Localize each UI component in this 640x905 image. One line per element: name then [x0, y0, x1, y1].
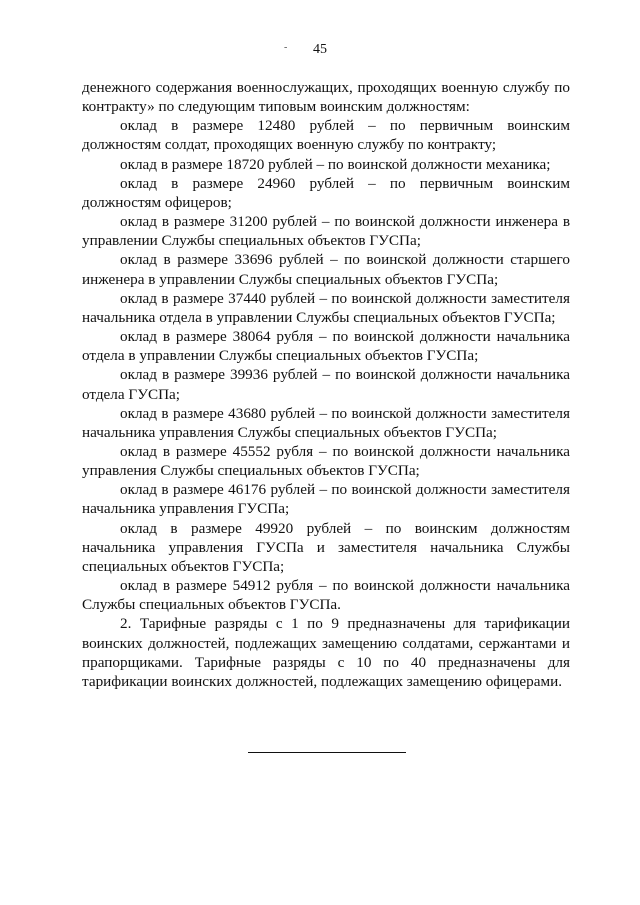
- paragraph: оклад в размере 45552 рубля – по воинской должности начальника управления Службы специальных объектов ГУСПа;: [82, 442, 570, 480]
- paragraph: денежного содержания военнослужащих, проходящих военную службу по контракту» по следующим типовым воинским должностям:: [82, 79, 570, 116]
- paragraph: оклад в размере 46176 рублей – по воинской должности заместителя начальника управления ГУСПа;: [82, 481, 570, 518]
- paragraph: оклад в размере 54912 рубля – по воинской должности начальника Службы специальных объектов ГУСПа.: [82, 577, 570, 614]
- margin-mark: -: [284, 42, 288, 53]
- paragraph: оклад в размере 39936 рублей – по воинской должности начальника отдела ГУСПа;: [82, 366, 570, 403]
- paragraph: оклад в размере 12480 рублей – по первичным воинским должностям солдат, проходящих военную службу по контракту;: [82, 117, 570, 154]
- paragraph: оклад в размере 37440 рублей – по воинской должности заместителя начальника отдела в управлении Службы специальных объектов ГУСПа;: [82, 289, 570, 326]
- paragraph: оклад в размере 33696 рублей – по воинской должности старшего инженера в управлении Службы специальных объектов ГУСПа;: [82, 251, 570, 288]
- paragraph: оклад в размере 24960 рублей – по первичным воинским должностям офицеров;: [82, 174, 570, 211]
- paragraph: оклад в размере 38064 рубля – по воинской должности начальника отдела в управлении Службы специальных объектов ГУСПа;: [82, 328, 570, 365]
- paragraph: оклад в размере 49920 рублей – по воинским должностям начальника управления ГУСПа и заместителя начальника Службы специальных объектов ГУСПа;: [82, 519, 570, 575]
- closing-rule: [248, 752, 406, 753]
- paragraph: оклад в размере 18720 рублей – по воинской должности механика;: [120, 155, 551, 173]
- paragraph: оклад в размере 43680 рублей – по воинской должности заместителя начальника управления Службы специальных объектов ГУСПа;: [82, 404, 570, 441]
- page-number: 45: [313, 42, 327, 57]
- document-body: [82, 78, 570, 691]
- paragraph: 2. Тарифные разряды с 1 по 9 предназначены для тарификации воинских должностей, подлежащих замещению солдатами, сержантами и прапорщиками. Тарифные разряды с 10 по 40 предназначены для тарификации воинских должностей, подлежащих замещению офицерами.: [82, 615, 570, 690]
- paragraph: оклад в размере 31200 рублей – по воинской должности инженера в управлении Службы специальных объектов ГУСПа;: [82, 213, 570, 250]
